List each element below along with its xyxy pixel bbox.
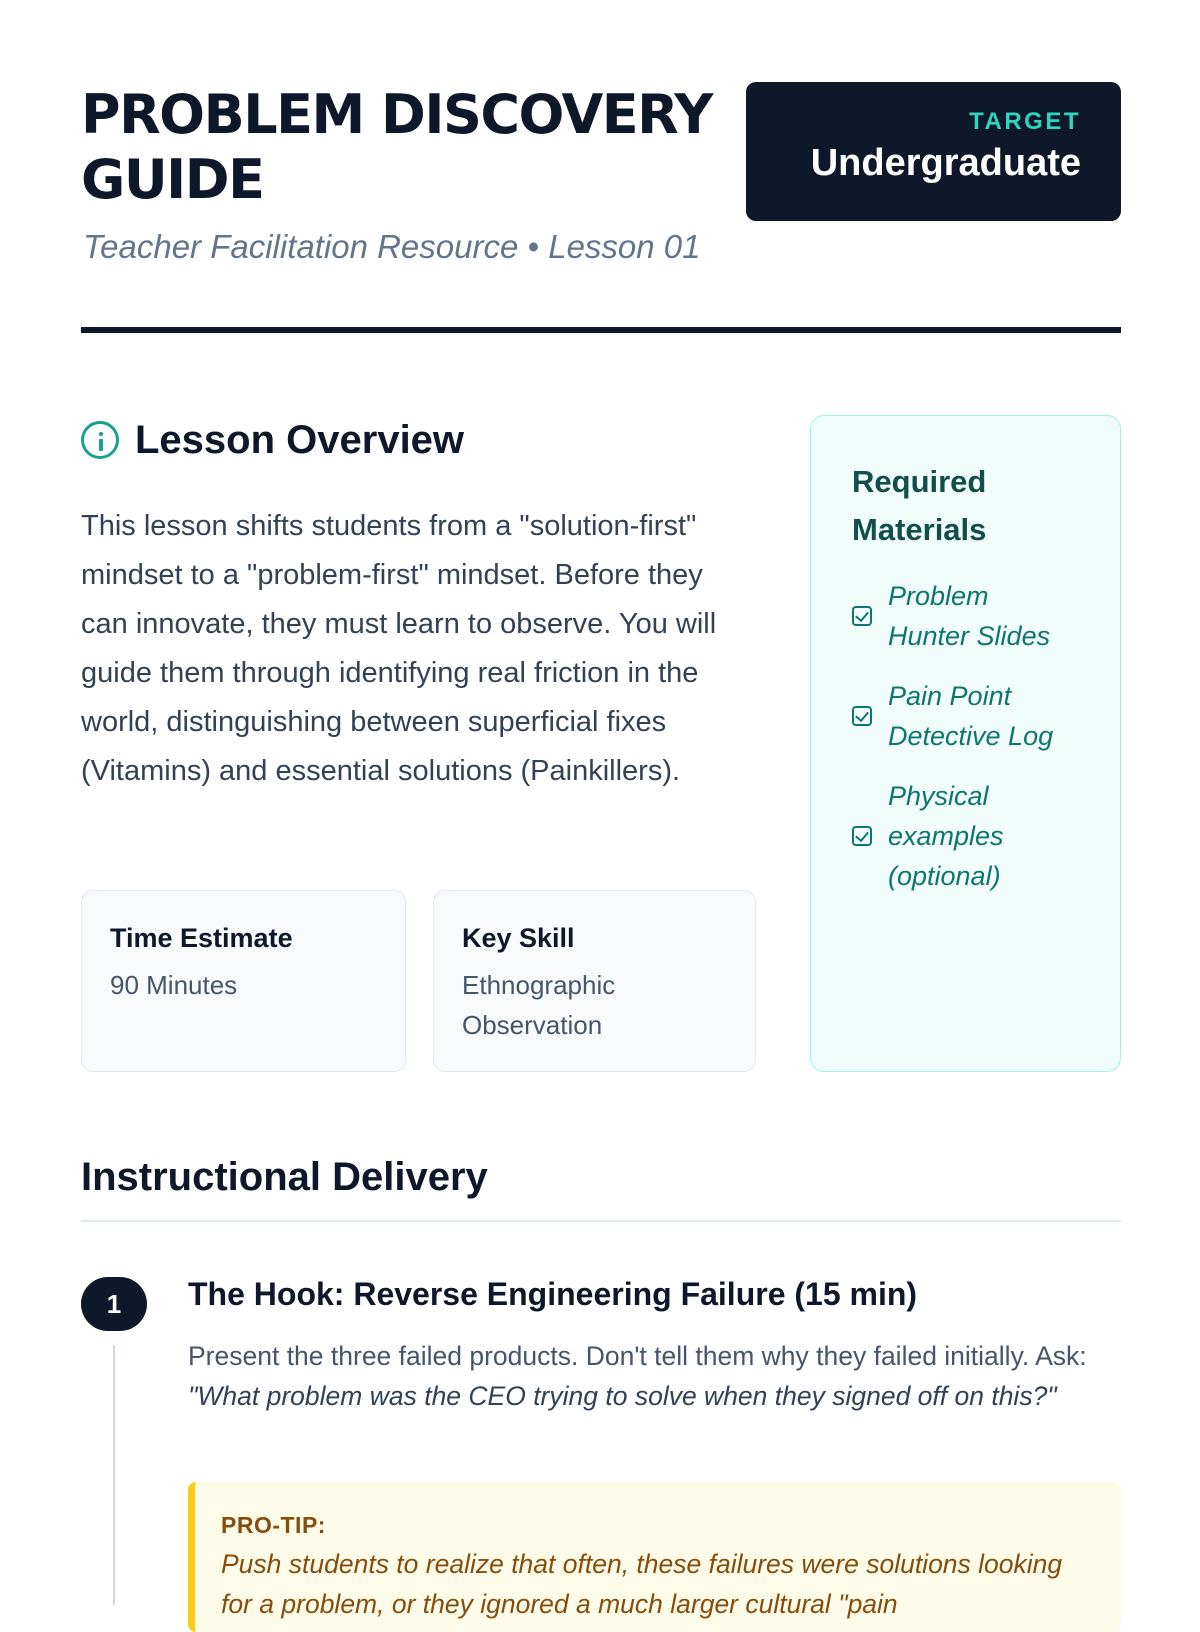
overview-heading: Lesson Overview — [135, 417, 465, 462]
checkbox-icon — [852, 826, 872, 846]
list-item — [852, 676, 1120, 756]
list-item — [852, 576, 1120, 656]
step-description-quote: "What problem was the CEO trying to solve when they signed off on this?" — [188, 1381, 1057, 1411]
checkbox-icon — [852, 606, 872, 626]
stat-label: Time Estimate — [110, 923, 293, 953]
overview-body: This lesson shifts students from a "solution-first" mindset to a "problem-first" mindset. Before they can innovate, they must learn to observe. You will guide them through identifying real friction in the world, distinguishing between superficial fixes (Vitamins) and essential solutions (Painkillers). — [81, 510, 717, 787]
pro-tip-label: PRO-TIP: — [221, 1512, 326, 1538]
material-text: Problem Hunter Slides — [888, 581, 1051, 651]
pro-tip-text: Push students to realize that often, these failures were solutions looking for a problem, or they ignored a much larger cultural "pain — [221, 1549, 1063, 1619]
overview-heading-row — [81, 415, 756, 465]
material-text: Pain Point Detective Log — [888, 681, 1054, 751]
list-item — [852, 776, 1120, 896]
lesson-overview-section — [81, 415, 756, 796]
step-title: The Hook: Reverse Engineering Failure (15 min) — [188, 1276, 918, 1312]
material-text: Physical examples (optional) — [888, 781, 1004, 891]
header-divider — [81, 327, 1121, 333]
key-skill-card — [433, 890, 756, 1072]
time-estimate-card — [81, 890, 406, 1072]
checkbox-icon — [852, 706, 872, 726]
materials-heading: Required Materials — [852, 464, 987, 547]
step-description-intro: Present the three failed products. Don't tell them why they failed initially. Ask: — [188, 1341, 1087, 1371]
info-icon — [81, 421, 119, 459]
instructional-delivery-heading: Instructional Delivery — [81, 1155, 488, 1199]
stat-value: 90 Minutes — [110, 970, 238, 1000]
stat-cards — [81, 890, 756, 1072]
required-materials-panel — [810, 415, 1121, 1072]
page-header — [81, 82, 1121, 282]
lesson-page — [81, 0, 1121, 1619]
pro-tip-callout — [188, 1482, 1121, 1632]
step-number-badge: 1 — [81, 1277, 147, 1331]
timeline-line — [113, 1345, 115, 1605]
stat-label: Key Skill — [462, 923, 575, 953]
page-title: PROBLEM DISCOVERY GUIDE — [81, 83, 712, 211]
stat-value: Ethnographic Observation — [462, 970, 616, 1040]
section-divider — [81, 1220, 1121, 1222]
materials-list — [852, 576, 1120, 896]
page-subtitle: Teacher Facilitation Resource • Lesson 01 — [83, 228, 701, 265]
target-label: TARGET — [969, 108, 1081, 135]
target-badge — [746, 82, 1121, 221]
target-value: Undergraduate — [810, 142, 1081, 184]
step-description — [188, 1336, 1123, 1416]
